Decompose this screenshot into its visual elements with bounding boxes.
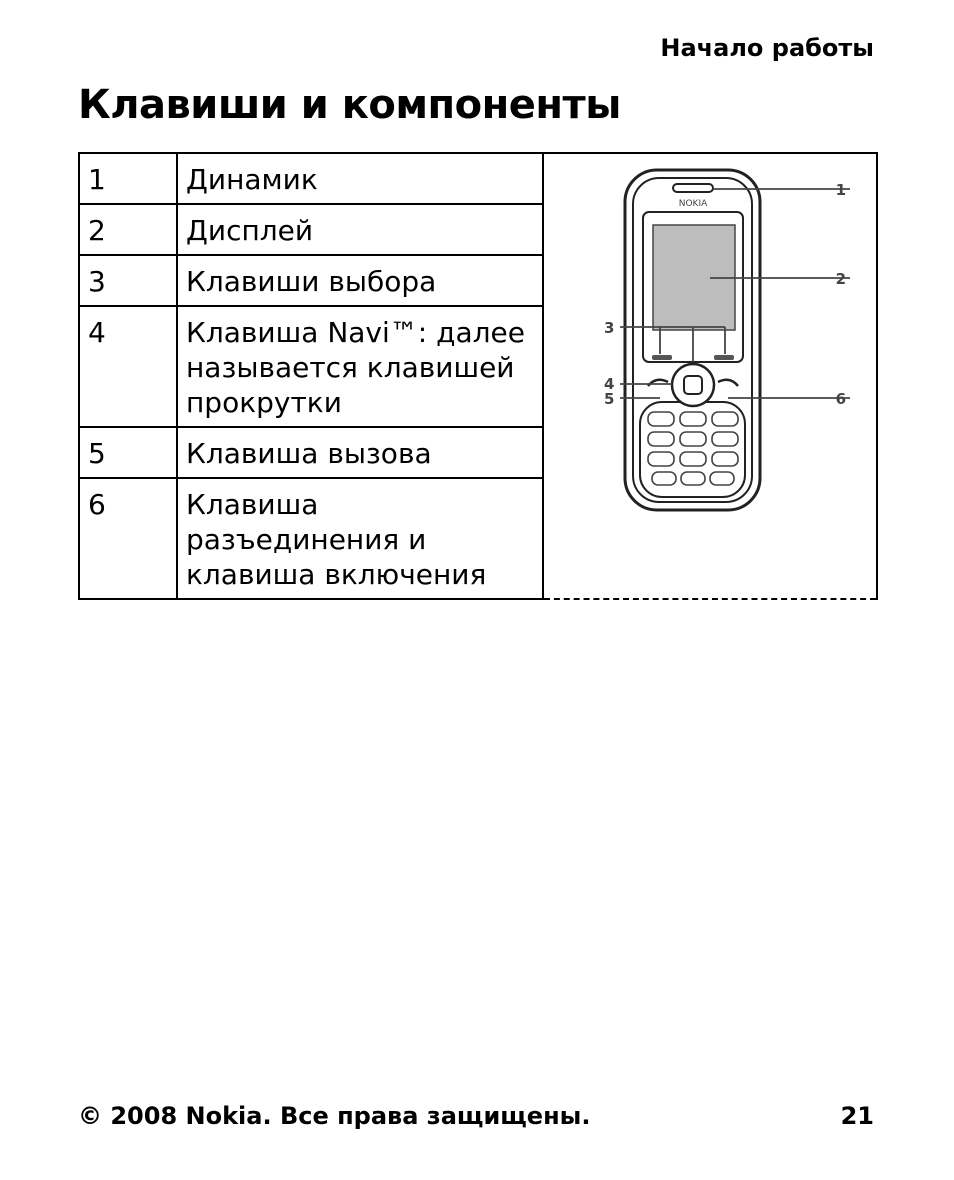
- copyright-text: © 2008 Nokia. Все права защищены.: [78, 1102, 591, 1130]
- callout-4: 4: [604, 375, 615, 393]
- item-label: Клавиши выбора: [177, 255, 543, 306]
- item-number: 2: [79, 204, 177, 255]
- page-number: 21: [840, 1102, 874, 1130]
- phone-illustration-cell: [543, 153, 877, 599]
- callout-6: 6: [835, 390, 846, 408]
- table-row: [79, 153, 877, 204]
- callout-3: 3: [604, 319, 615, 337]
- item-label: Дисплей: [177, 204, 543, 255]
- page-footer: [78, 1102, 874, 1130]
- item-number: 3: [79, 255, 177, 306]
- phone-illustration: [560, 162, 860, 542]
- item-label: Динамик: [177, 153, 543, 204]
- callout-2: 2: [835, 270, 846, 288]
- item-number: 6: [79, 478, 177, 599]
- item-label: Клавиша Navi™: далее называется клавишей прокрутки: [177, 306, 543, 427]
- item-number: 4: [79, 306, 177, 427]
- item-label: Клавиша разъединения и клавиша включения: [177, 478, 543, 599]
- page-title: Клавиши и компоненты: [78, 82, 621, 128]
- item-number: 5: [79, 427, 177, 478]
- phone-brand-text: NOKIA: [678, 199, 708, 209]
- callout-5: 5: [604, 390, 615, 408]
- callout-1: 1: [835, 181, 846, 199]
- item-label: Клавиша вызова: [177, 427, 543, 478]
- running-header: Начало работы: [660, 34, 874, 62]
- item-number: 1: [79, 153, 177, 204]
- keys-table: [78, 152, 878, 600]
